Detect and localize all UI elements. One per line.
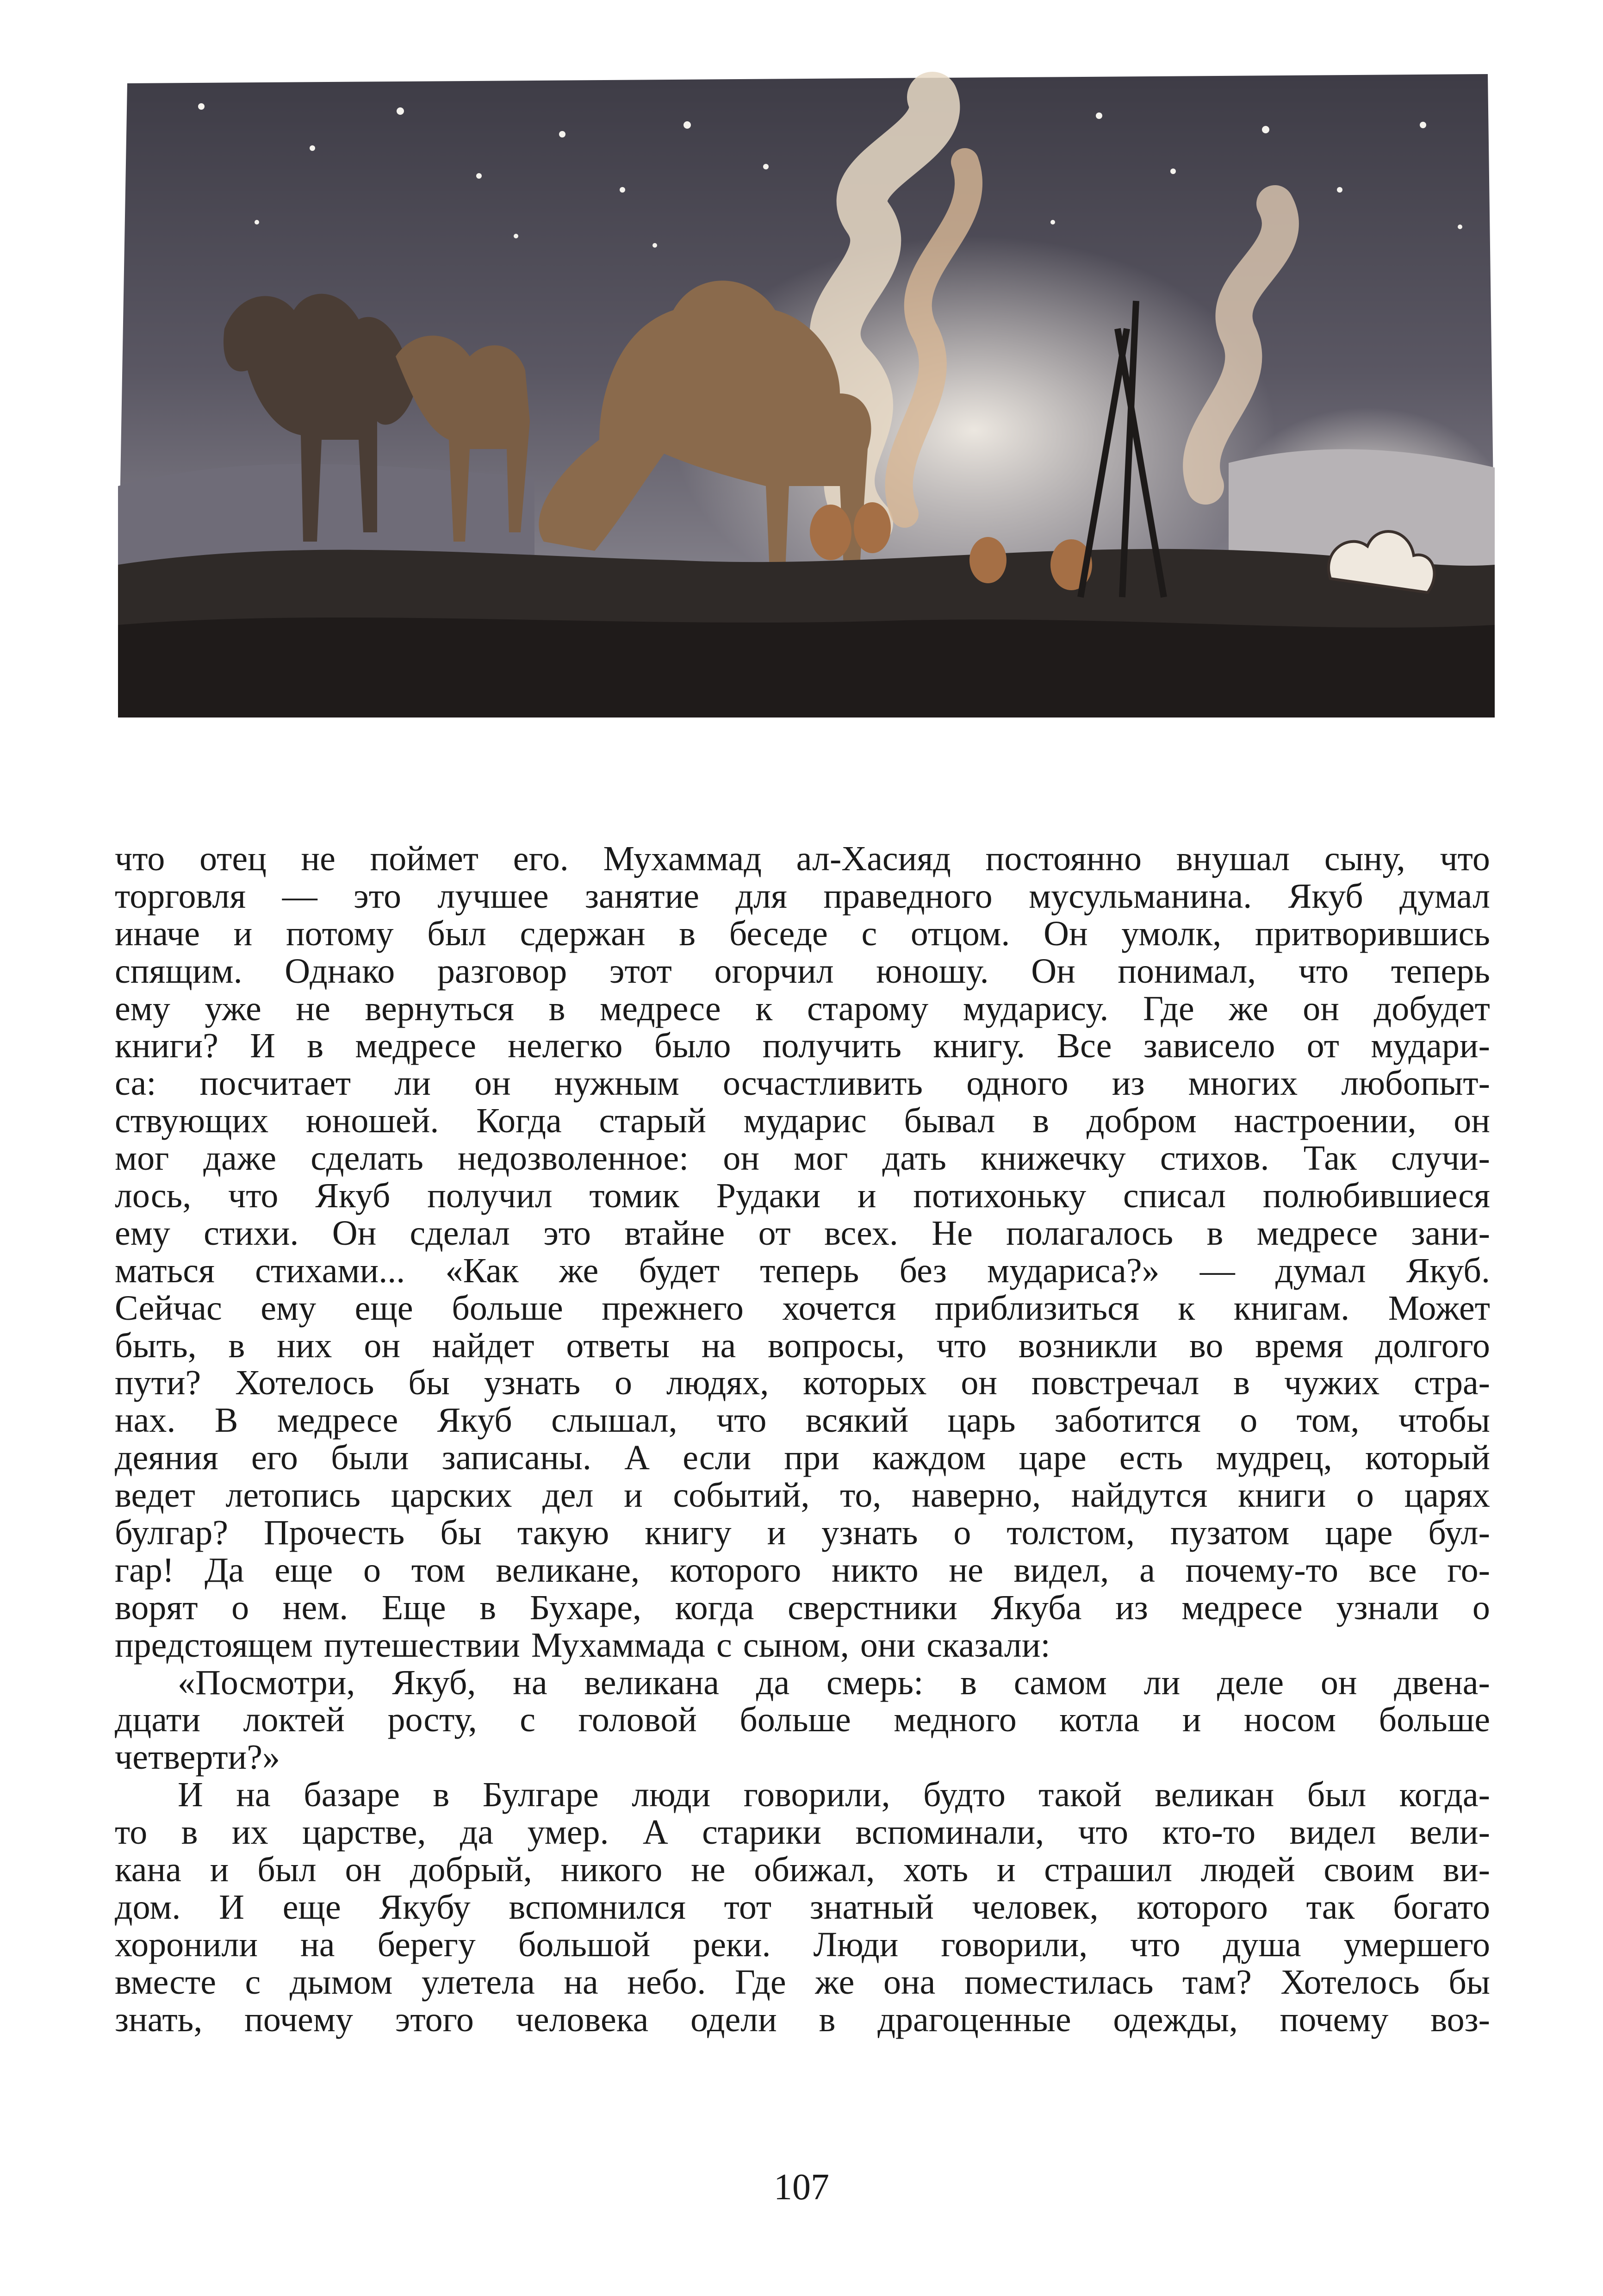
text-line: то в их царстве, да умер. А старики вспоминали, что кто-то видел вели- bbox=[115, 1813, 1490, 1852]
text-line: маться стихами... «Как же будет теперь без мудариса?» — думал Якуб. bbox=[115, 1251, 1490, 1290]
text-line: торговля — это лучшее занятие для праведного мусульманина. Якуб думал bbox=[115, 876, 1490, 916]
text-line: ствующих юношей. Когда старый мударис бывал в добром настроении, он bbox=[115, 1101, 1490, 1141]
text-line: пути? Хотелось бы узнать о людях, которых он повстречал в чужих стра- bbox=[115, 1363, 1490, 1403]
text-line: предстоящем путешествии Мухаммада с сыном, они сказали: bbox=[115, 1625, 1050, 1665]
text-line: мог даже сделать недозволенное: он мог дать книжечку стихов. Так случи- bbox=[115, 1139, 1490, 1178]
text-line: знать, почему этого человека одели в драгоценные одежды, почему воз- bbox=[115, 2000, 1490, 2039]
text-line: быть, в них он найдет ответы на вопросы, что возникли во время долгого bbox=[115, 1326, 1490, 1365]
text-line: гар! Да еще о том великане, которого никто не видел, а почему-то все го- bbox=[115, 1550, 1490, 1590]
text-line: хоронили на берегу большой реки. Люди говорили, что душа умершего bbox=[115, 1925, 1490, 1964]
text-line: Сейчас ему еще больше прежнего хочется приблизиться к книгам. Может bbox=[115, 1288, 1490, 1328]
page-number: 107 bbox=[774, 2167, 829, 2208]
text-line: книги? И в медресе нелегко было получить книгу. Все зависело от мудари- bbox=[115, 1026, 1490, 1066]
text-line: деяния его были записаны. А если при каждом царе есть мудрец, который bbox=[115, 1438, 1490, 1478]
text-line: вместе с дымом улетела на небо. Где же она поместилась там? Хотелось бы bbox=[115, 1962, 1490, 2002]
text-line: «Посмотри, Якуб, на великана да смерь: в самом ли деле он двена- bbox=[178, 1663, 1490, 1702]
text-line: кана и был он добрый, никого не обижал, хоть и страшил людей своим ви- bbox=[115, 1850, 1490, 1890]
text-line: ему стихи. Он сделал это втайне от всех. Не полагалось в медресе зани- bbox=[115, 1213, 1490, 1253]
text-line: ему уже не вернуться в медресе к старому мударису. Где же он добудет bbox=[115, 989, 1490, 1028]
text-line: четверти?» bbox=[115, 1738, 280, 1777]
text-line: дцати локтей росту, с головой больше медного котла и носом больше bbox=[115, 1700, 1490, 1740]
text-line: ворят о нем. Еще в Бухаре, когда сверстники Якуба из медресе узнали о bbox=[115, 1588, 1490, 1627]
text-line: булгар? Прочесть бы такую книгу и узнать о толстом, пузатом царе бул- bbox=[115, 1513, 1490, 1553]
text-line: лось, что Якуб получил томик Рудаки и потихоньку списал полюбившиеся bbox=[115, 1176, 1490, 1216]
body-text bbox=[115, 840, 1490, 2039]
text-line: иначе и потому был сдержан в беседе с отцом. Он умолк, притворившись bbox=[115, 914, 1490, 953]
text-line: И на базаре в Булгаре люди говорили, будто такой великан был когда- bbox=[178, 1775, 1490, 1815]
text-line: ведет летопись царских дел и событий, то, наверно, найдутся книги о царях bbox=[115, 1476, 1490, 1515]
text-line: дом. И еще Якубу вспомнился тот знатный человек, которого так богато bbox=[115, 1887, 1490, 1927]
text-line: что отец не поймет его. Мухаммад ал-Хасияд постоянно внушал сыну, что bbox=[115, 839, 1490, 878]
text-line: са: посчитает ли он нужным осчастливить одного из многих любопыт- bbox=[115, 1064, 1490, 1103]
camel-caravan-campfire-icon bbox=[118, 69, 1499, 718]
night-desert-illustration bbox=[118, 69, 1499, 718]
text-line: нах. В медресе Якуб слышал, что всякий царь заботится о том, чтобы bbox=[115, 1401, 1490, 1440]
text-line: спящим. Однако разговор этот огорчил юношу. Он понимал, что теперь bbox=[115, 951, 1490, 991]
